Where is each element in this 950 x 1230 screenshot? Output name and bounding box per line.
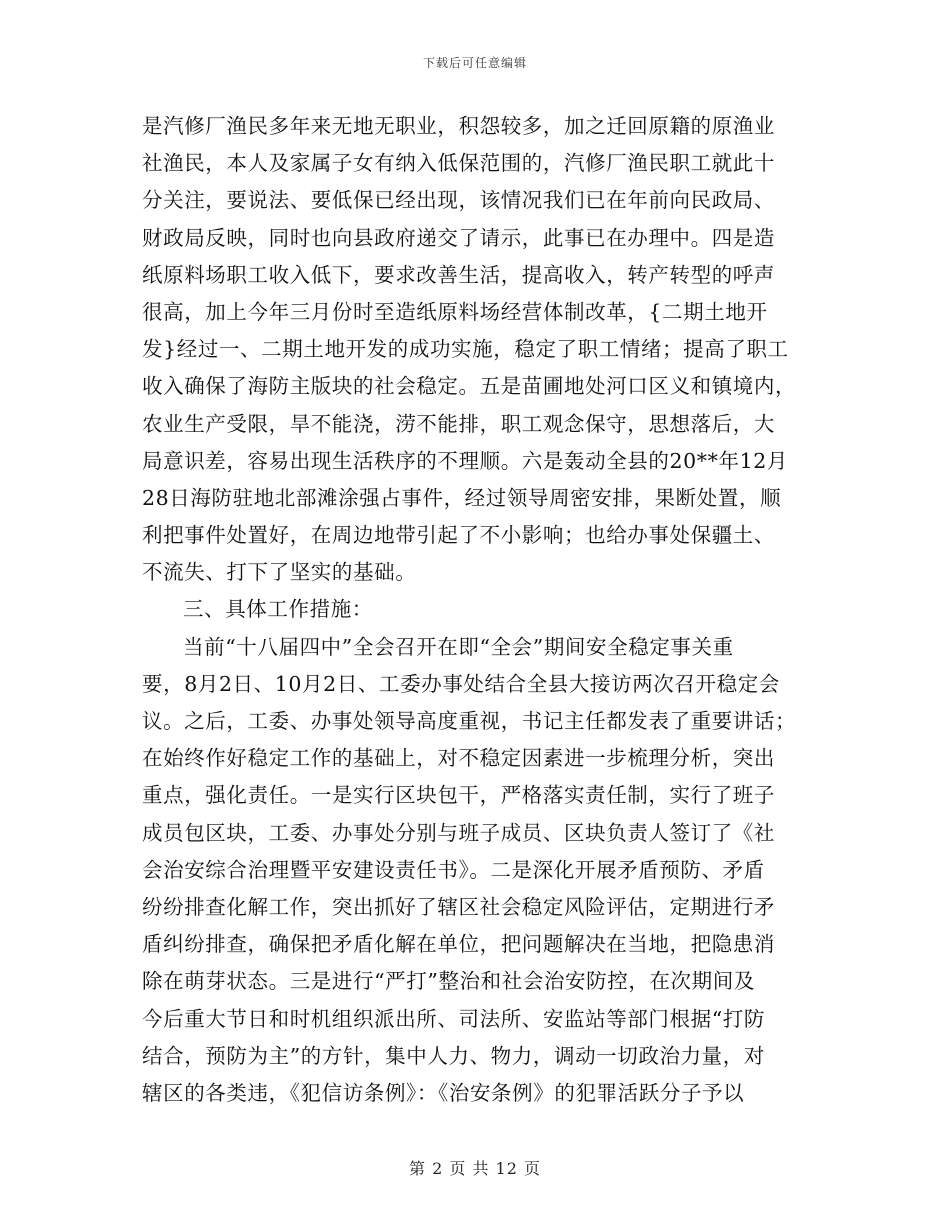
page-number-footer: 第 2 页 共 12 页 xyxy=(409,1159,541,1178)
text-line: 三、具体工作措施： xyxy=(183,597,373,622)
text-line: 财政局反映，同时也向县政府递交了请示，此事已在办理中。四是造 xyxy=(142,225,775,250)
text-line: 收入确保了海防主版块的社会稳定。五是苗圃地处河口区义和镇境内， xyxy=(142,374,797,399)
text-line: 要，8月2日、10月2日、工委办事处结合全县大接访两次召开稳定会 xyxy=(142,671,780,696)
text-line: 不流失、打下了坚实的基础。 xyxy=(142,560,417,585)
page-header-note: 下载后可任意编辑 xyxy=(422,56,527,70)
text-line: 纸原料场职工收入低下，要求改善生活，提高收入，转产转型的呼声 xyxy=(142,262,775,287)
text-line: 28日海防驻地北部滩涂强占事件，经过领导周密安排，果断处置，顺 xyxy=(142,485,782,510)
text-line: 在始终作好稳定工作的基础上，对不稳定因素进一步梳理分析，突出 xyxy=(142,746,775,771)
text-line: 除在萌芽状态。三是进行“严打”整治和社会治安防控，在次期间及 xyxy=(142,969,755,994)
text-line: 社渔民，本人及家属子女有纳入低保范围的，汽修厂渔民职工就此十 xyxy=(142,151,775,176)
text-line: 分关注，要说法、要低保已经出现，该情况我们已在年前向民政局、 xyxy=(142,188,775,213)
text-line: 是汽修厂渔民多年来无地无职业，积怨较多，加之迁回原籍的原渔业 xyxy=(142,114,775,138)
text-line: 成员包区块，工委、办事处分别与班子成员、区块负责人签订了《社 xyxy=(142,820,775,845)
text-line: 结合，预防为主”的方针，集中人力、物力，调动一切政治力量，对 xyxy=(142,1043,765,1068)
text-line: 今后重大节日和时机组织派出所、司法所、安监站等部门根据“打防 xyxy=(142,1006,765,1031)
text-line: 会治安综合治理暨平安建设责任书》。二是深化开展矛盾预防、矛盾 xyxy=(142,857,765,882)
text-line: 很高，加上今年三月份时至造纸原料场经营体制改革，{二期土地开 xyxy=(142,299,768,324)
text-line: 发}经过一、二期土地开发的成功实施，稳定了职工情绪；提高了职工 xyxy=(142,337,789,362)
text-line: 辖区的各类违，《犯信访条例》：《治安条例》的犯罪活跃分子予以 xyxy=(142,1080,745,1105)
text-line: 农业生产受限，旱不能浇，涝不能排，职工观念保守，思想落后，大 xyxy=(142,411,775,436)
text-line: 当前“十八届四中”全会召开在即“全会”期间安全稳定事关重 xyxy=(183,634,734,659)
text-line: 议。之后，工委、办事处领导高度重视，书记主任都发表了重要讲话； xyxy=(142,709,797,733)
text-line: 盾纠纷排查，确保把矛盾化解在单位，把问题解决在当地，把隐患消 xyxy=(142,932,775,957)
text-line: 利把事件处置好，在周边地带引起了不小影响；也给办事处保疆土、 xyxy=(142,523,775,548)
text-line: 纷纷排查化解工作，突出抓好了辖区社会稳定风险评估，定期进行矛 xyxy=(142,894,775,919)
text-line: 重点，强化责任。一是实行区块包干，严格落实责任制，实行了班子 xyxy=(142,783,775,808)
text-line: 局意识差，容易出现生活秩序的不理顺。六是轰动全县的20**年12月 xyxy=(142,448,788,473)
document-body xyxy=(142,108,802,1112)
